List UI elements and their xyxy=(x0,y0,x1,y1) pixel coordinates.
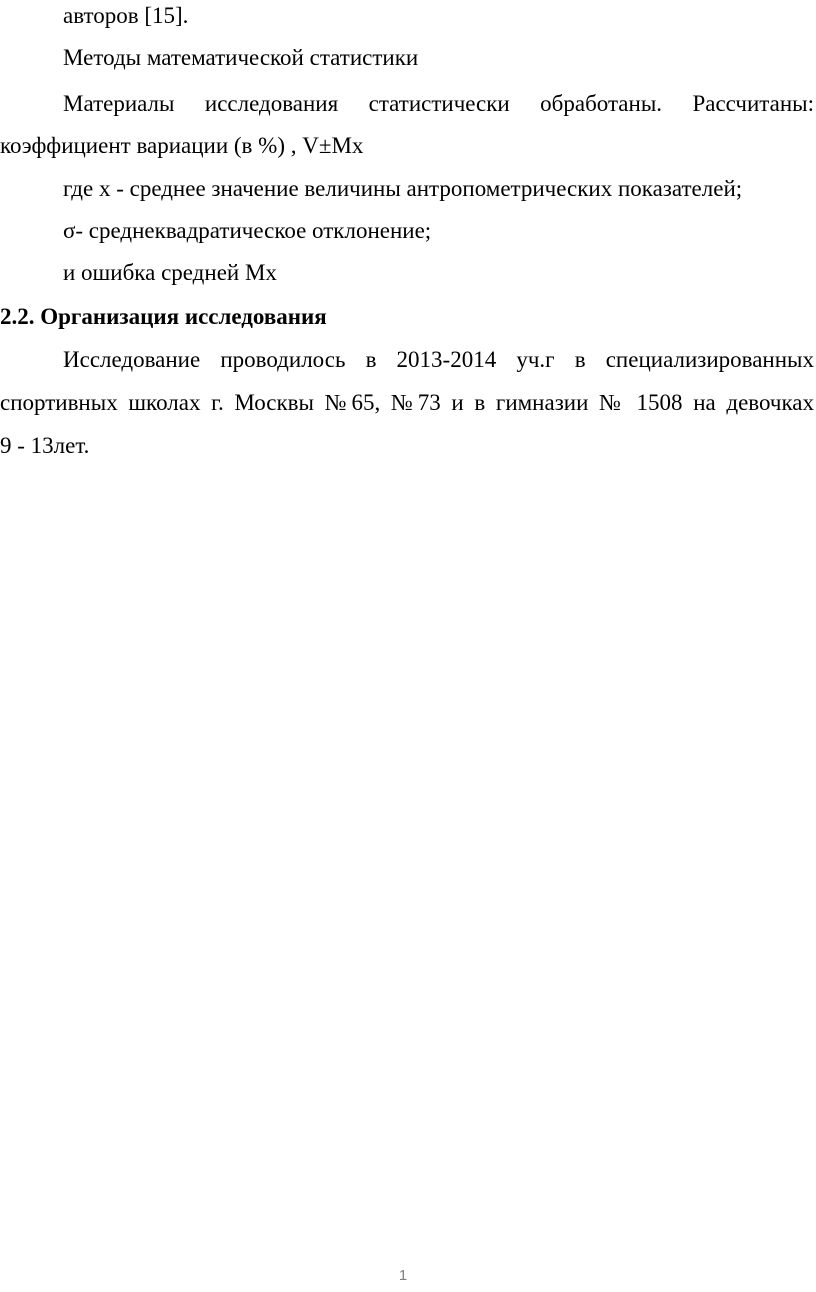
text-line-coefficient: коэффициент вариации (в %) , V±Mx xyxy=(0,133,364,158)
text-line-sigma-definition: σ- среднеквадратическое отклонение; xyxy=(63,218,432,243)
text-line-authors: авторов [15]. xyxy=(63,3,189,28)
text-line-error-definition: и ошибка средней Mx xyxy=(63,260,277,285)
page-number: 1 xyxy=(398,1267,408,1284)
text-line-ages: 9 - 13лет. xyxy=(0,433,90,458)
text-line-schools: спортивных школах г. Москвы №65, №73 и в гимназии № 1508 на девочках xyxy=(0,390,814,415)
text-line-methods-title: Методы математической статистики xyxy=(63,45,419,70)
text-line-study-conducted: Исследование проводилось в 2013-2014 уч.г в специализированных xyxy=(63,347,814,372)
text-line-materials: Материалы исследования статистически обработаны. Рассчитаны: xyxy=(63,91,814,116)
text-line-mean-definition: где х - среднее значение величины антропометрических показателей; xyxy=(63,176,743,201)
section-heading: 2.2. Организация исследования xyxy=(0,304,327,329)
